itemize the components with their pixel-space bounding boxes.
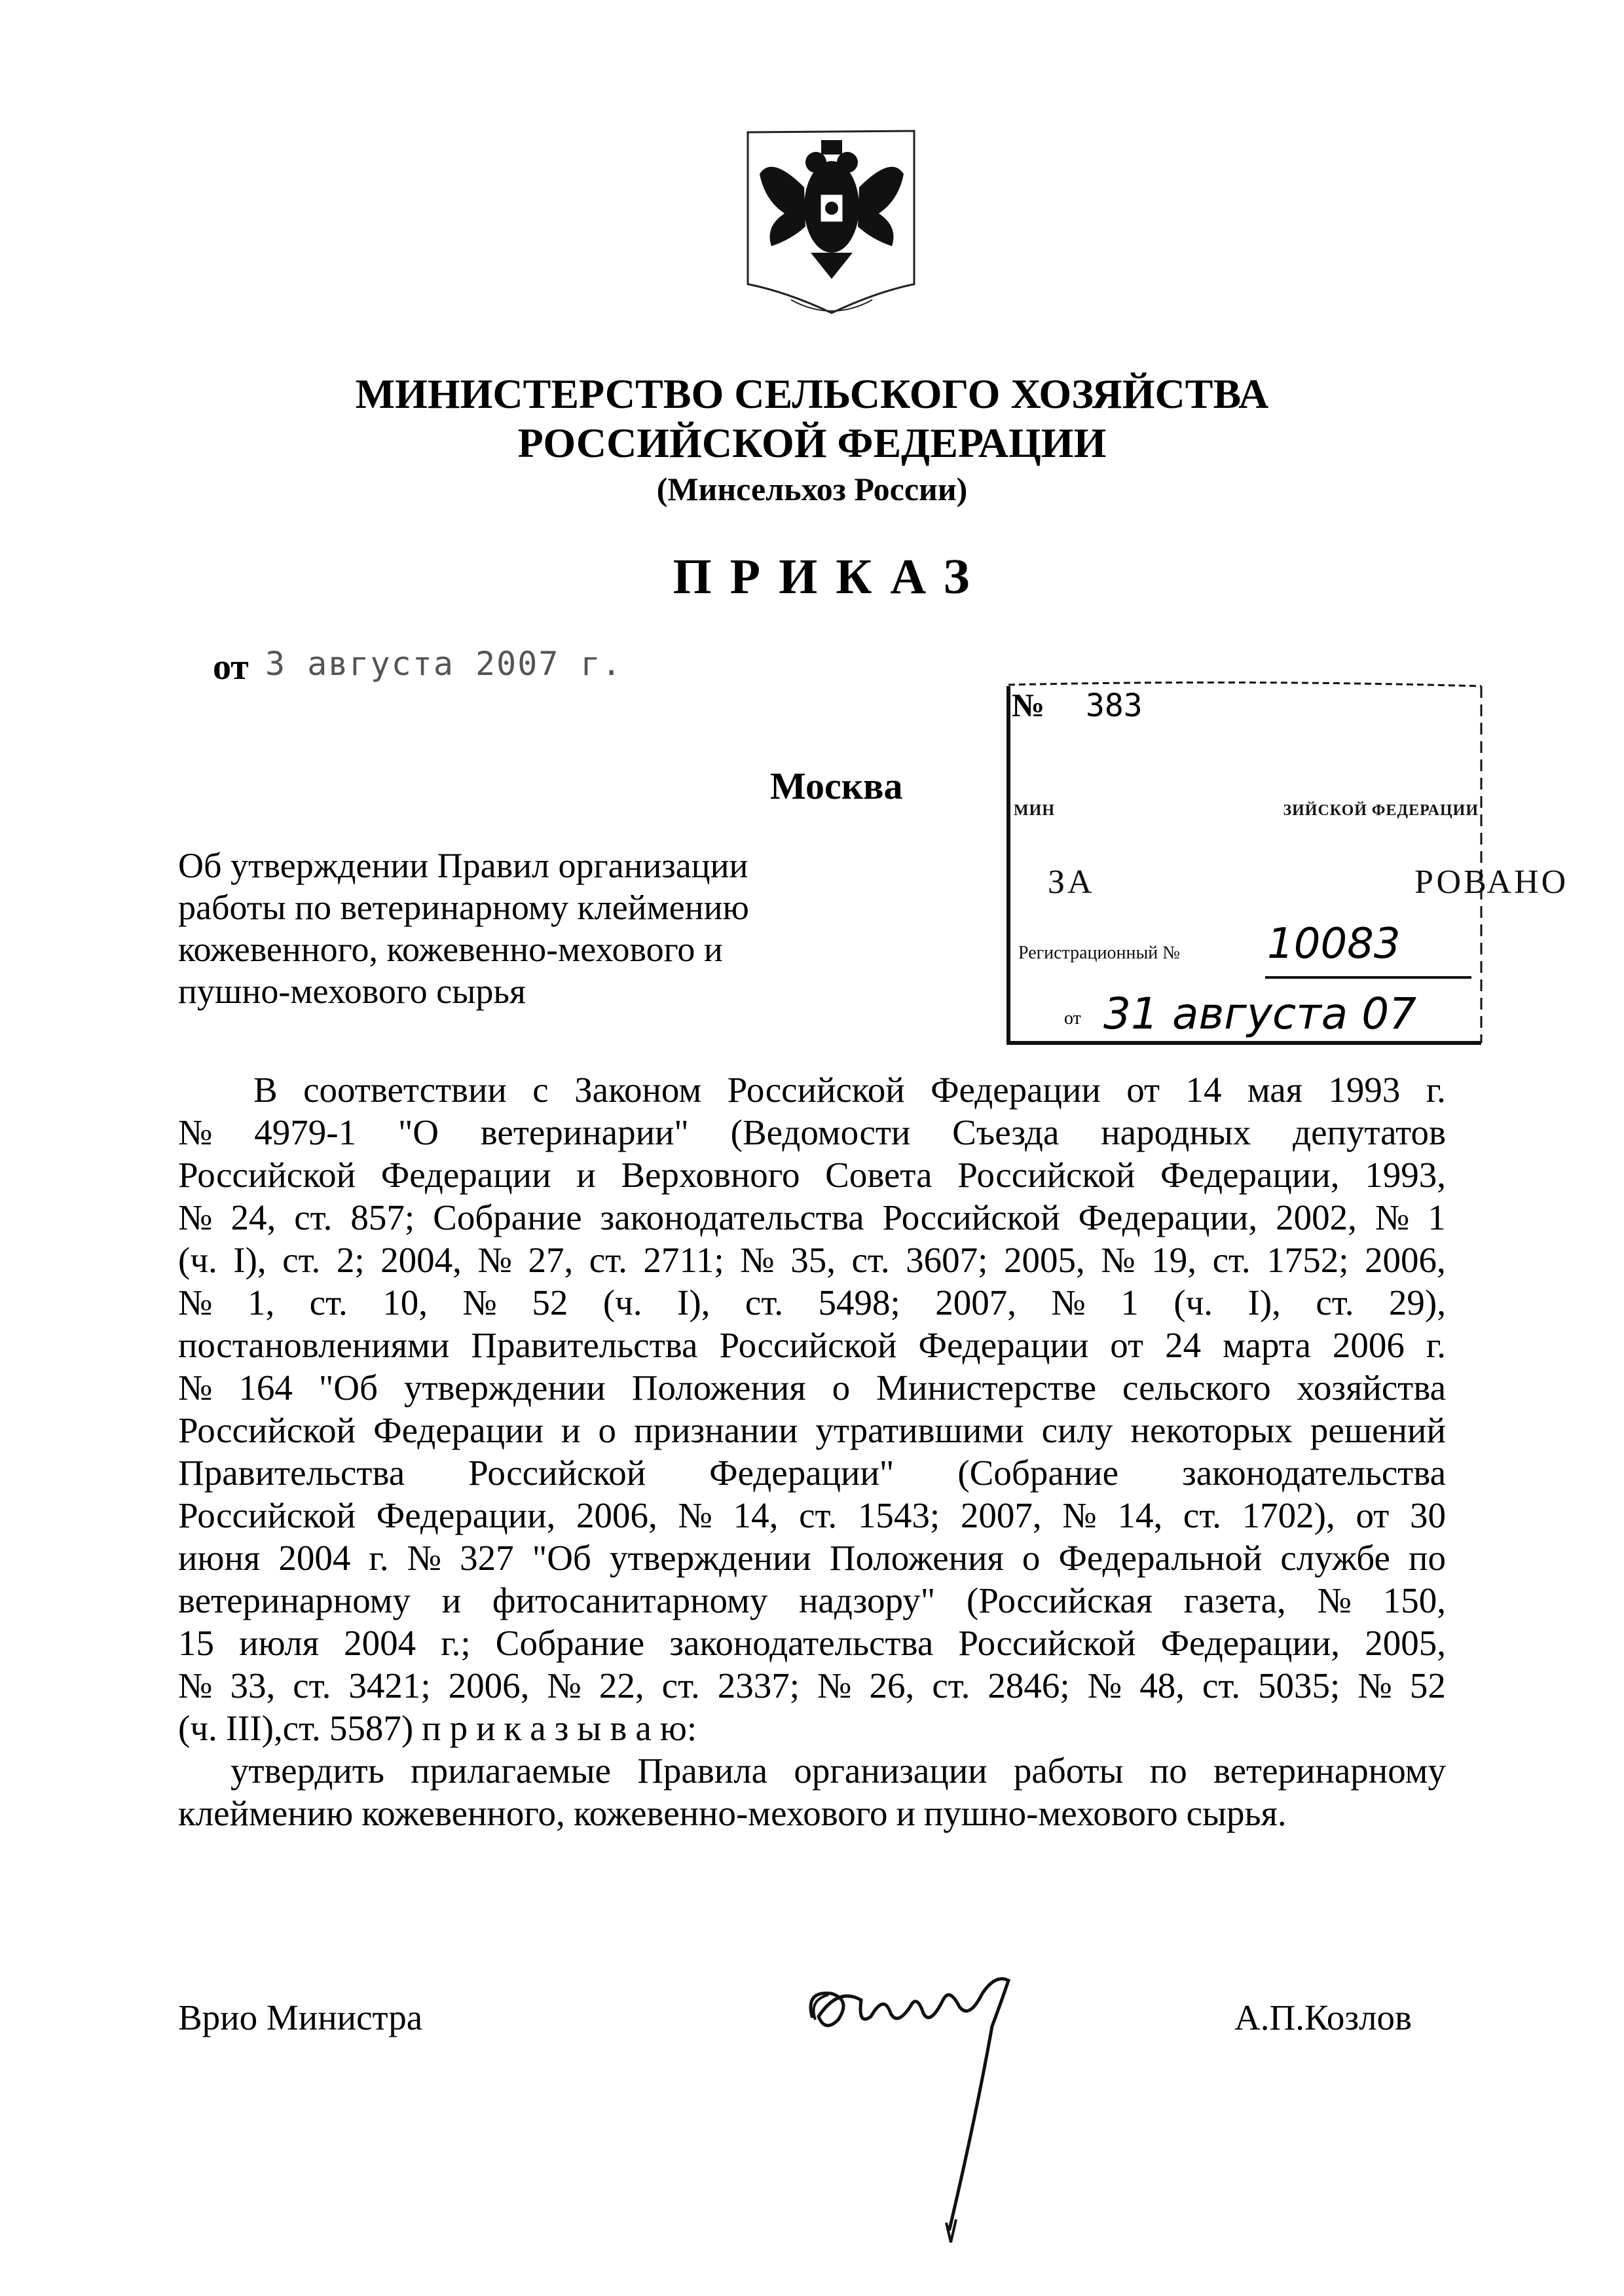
stamp-organization <box>1014 802 1485 820</box>
city: Москва <box>770 765 903 807</box>
stamp-handwritten-date: 31 августа 07 <box>1103 989 1417 1039</box>
body-line: ветеринарному и фитосанитарному надзору" (Российская газета, № 150, <box>178 1580 1446 1620</box>
handwritten-signature-icon <box>799 1954 1035 2255</box>
date-label: от <box>213 647 249 687</box>
stamp-date-prefix: от <box>1064 1008 1081 1029</box>
title-line: пушно-мехового сырья <box>178 972 526 1011</box>
body-line: № 33, ст. 3421; 2006, № 22, ст. 2337; № 26, ст. 2846; № 48, ст. 5035; № 52 <box>178 1666 1446 1705</box>
body-line: 15 июля 2004 г.; Собрание законодательства Российской Федерации, 2005, <box>178 1623 1446 1663</box>
body-line: № 4979-1 "О ветеринарии" (Ведомости Съезда народных депутатов <box>178 1112 1446 1152</box>
title-line: Об утверждении Правил организации <box>178 846 748 885</box>
body-line: утвердить прилагаемые Правила организации работы по ветеринарному <box>231 1751 1446 1791</box>
stamp-org-left: МИН <box>1014 802 1055 819</box>
stamp-org-right: ЗИЙСКОЙ ФЕДЕРАЦИИ <box>1283 802 1479 819</box>
signer-position: Врио Министра <box>178 1997 423 2037</box>
body-line: В соответствии с Законом Российской Федерации от 14 мая 1993 г. <box>253 1070 1446 1110</box>
body-line: № 24, ст. 857; Собрание законодательства Российской Федерации, 2002, № 1 <box>178 1197 1446 1237</box>
document-body <box>178 1068 1446 1834</box>
body-line: постановлениями Правительства Российской Федерации от 24 марта 2006 г. <box>178 1325 1446 1365</box>
ministry-name-line2: РОССИЙСКОЙ ФЕДЕРАЦИИ <box>517 420 1107 466</box>
stamp-registration-label: Регистрационный № <box>1018 943 1180 963</box>
stamp-number-label: № <box>1012 687 1045 723</box>
body-line: Российской Федерации, 2006, № 14, ст. 1543; 2007, № 14, ст. 1702), от 30 <box>178 1495 1446 1535</box>
body-line: № 1, ст. 10, № 52 (ч. I), ст. 5498; 2007, № 1 (ч. I), ст. 29), <box>178 1283 1446 1322</box>
body-line: (ч. I), ст. 2; 2004, № 27, ст. 2711; № 35, ст. 3607; 2005, № 19, ст. 1752; 2006, <box>178 1240 1446 1280</box>
body-line: клеймению кожевенного, кожевенно-мехового и пушно-мехового сырья. <box>178 1793 1287 1833</box>
ministry-name-line1: МИНИСТЕРСТВО СЕЛЬСКОГО ХОЗЯЙСТВА <box>355 371 1269 417</box>
body-line: Правительства Российской Федерации" (Собрание законодательства <box>178 1453 1446 1493</box>
stamp-registered <box>1048 863 1569 902</box>
body-line: Российской Федерации и Верховного Совета Российской Федерации, 1993, <box>178 1155 1446 1195</box>
stamp-registered-left: ЗА <box>1048 864 1095 901</box>
stamp-registration-number: 10083 <box>1267 920 1401 968</box>
title-line: кожевенного, кожевенно-мехового и <box>178 930 723 969</box>
document-date: 3 августа 2007 г. <box>265 645 623 683</box>
stamp-registered-right: РОВАНО <box>1414 864 1569 901</box>
body-line: (ч. III),ст. 5587) п р и к а з ы в а ю: <box>178 1708 697 1748</box>
coat-of-arms-icon <box>745 128 918 318</box>
body-line: № 164 "Об утверждении Положения о Министерстве сельского хозяйства <box>178 1368 1446 1408</box>
stamp-number: 383 <box>1086 687 1143 724</box>
document-type: ПРИКАЗ <box>673 549 988 604</box>
body-line: Российской Федерации и о признании утратившими силу некоторых решений <box>178 1410 1446 1450</box>
signer-name: А.П.Козлов <box>1234 1997 1412 2037</box>
body-line: июня 2004 г. № 327 "Об утверждении Положения о Федеральной службе по <box>178 1538 1446 1578</box>
ministry-abbreviation: (Минсельхоз России) <box>656 471 968 507</box>
document-title <box>178 845 833 1012</box>
title-line: работы по ветеринарному клеймению <box>178 888 749 927</box>
